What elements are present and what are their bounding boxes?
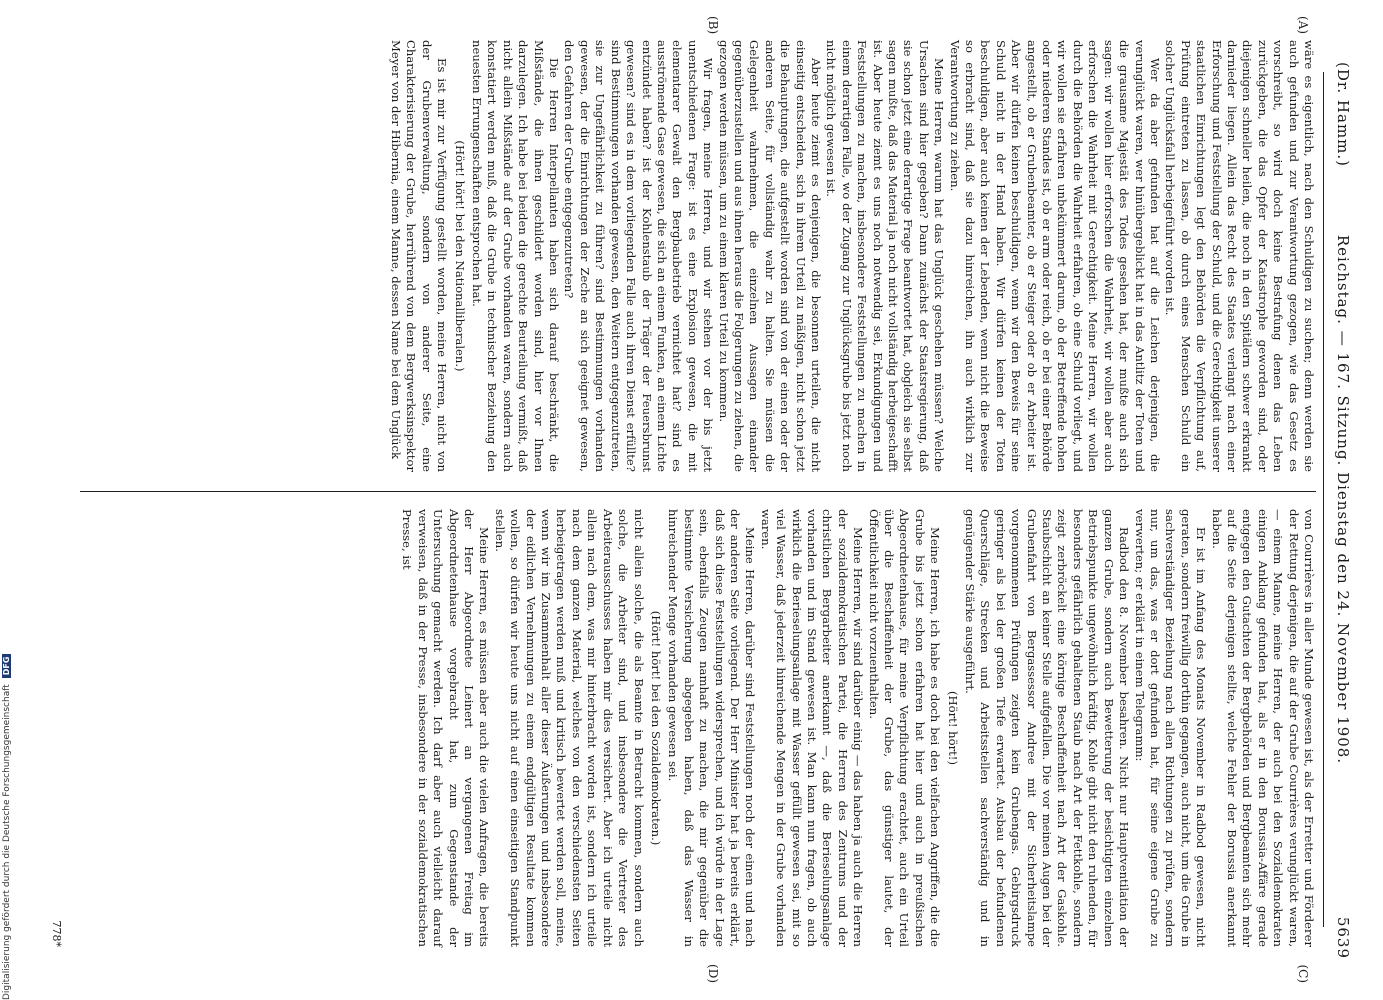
- paragraph: von Courrières in aller Munde gewesen ist, als der Erretter und Förderer der Rettung derjenigen, die auf der Grube Courrières verunglückt waren, — einem Manne, meine Herren, der auch bei den Sozialdemokraten einigen Anklang gefunden hat, als er in den Borussia-Affäre gerade entgegen den Gutachten der Bergbehörden und Bergbeamten sich mehr auf die Seite derjenigen stellte, welche Fehler der Borussia anerkannt haben.: [1209, 509, 1316, 947]
- newspaper-page: [40, 12, 1360, 987]
- paragraph: Meine Herren, ich habe es doch bei den vielfachen Angriffen, die die Grube bis jetzt schon erfahren hat hier und auch in preußischen Abgeordnetenhause, für meine Verpflichtung erachtet, auch ein Urteil über die Beschaffenheit der Grube, das günstiger lautet, der Öffentlichkeit nicht vorzuenthalten.: [866, 509, 943, 947]
- paragraph: Es ist mir zur Verfügung gestellt worden, meine Herren, nicht von der Grubenverwaltung, sondern von anderer Seite, eine Charakterisierung der Grube, herrührend von dem Bergwerksinspektor Meyer von der Hibernia, einem Manne, dessen Name bei dem Unglück: [389, 40, 450, 472]
- paragraph: nicht allein solche, die als Beamte in Betracht kommen, sondern auch solche, die Arbeiter sind, und insbesondere die Vertreter des Arbeiterausschusses haben mir dies versichert. Aber ich urteile nicht allein nach dem, was mir hinterbracht worden ist, sondern ich urteile nach dem ganzen Material, welches von den verschiedensten Seiten herbeigetragen werden muß und kritisch bewertet werden soll, meine, wenn wir im Zusammenhalt aller dieser Äußerungen und insbesondere der eidlichen Vernehmungen zu einem endgültigen Resultate kommen wollen, so dürfen wir heute uns nicht auf einen einseitigen Standpunkt stellen.: [492, 509, 646, 947]
- digitization-credit: [2, 620, 16, 1000]
- margin-mark-c: (C): [1296, 964, 1310, 983]
- interjection: (Hört! hört! bei den Nationalliberalen.): [452, 140, 467, 372]
- interjection: (Hört! hört! bei den Sozialdemokraten.): [648, 610, 663, 846]
- paragraph: Wir fragen, meine Herren, und wir stehen vor der bis jetzt unentschiedenen Frage: ist es eine Explosion gewesen, die mit elementarer Gewalt den Bergbaubetrieb vernichtet hat? sind es ausströmende Gase gewesen, die sich an einem Funken, an einem Lichte entzündet haben? ist der Kohlenstaub der Träger der Feuersbrunst gewesen? sind es in dem vorliegenden Falle auch ihren Dienst erfüllte? sind Bestimmungen vorhanden gewesen, den Weitern entgegenzutreten, sie zur Ungefährlichkeit zu führen? sind Bestimmungen vorhanden gewesen, der die Einrichtungen der Zeche an sich geeignet gewesen, den Gefahren der Grube entgegenzutreten?: [562, 40, 716, 472]
- paragraph: Wer da aber gefunden hat auf die Leichen derjenigen, die verunglückt waren, wer hinübergeblickt hat in das Antlitz der Toten und die grausame Majestät des Todes gesehen hat, der mußte auch sich sagen: wir wollen hier erforschen die Wahrheit, wir wollen aber auch erforschen die Wahrheit mit Gerechtigkeit. Meine Herren, wir wollen durch die Behörden die Wahrheit erfahren, ob eine Schuld vorliegt, und wir wollen sie erfahren unbekümmert darum, ob der Betreffende hohen oder niederen Standes ist, ob er arm oder reich, ob er bei einer Behörde angestellt, ob er Grubenbeamter, ob er Steiger oder ob er Arbeiter ist. Aber wir dürfen keinen beschuldigen, wenn wir den Beweis für seine Schuld nicht in der Hand haben. Wir dürfen keinen der Toten beschuldigen, aber auch keinen der Lebenden, wenn nicht die Beweise so erbracht sind, daß sie dazu hinreichen, ihn auch wirklich zur Verantwortung zu ziehen.: [947, 40, 1162, 472]
- margin-mark-a: (A): [1296, 16, 1310, 35]
- paragraph: Meine Herren, darüber sind Feststellungen noch der einen und nach der anderen Seite vorliegend. Der Herr Minister hat ja bereits erklärt, daß sich diese Feststellungen widersprechen, und ich würde in der Lage sein, ebenfalls Zeugen namhaft zu machen, die mir gegenüber die bestimmte Versicherung abgegeben haben, daß das Wasser in hinreichender Menge vorhanden gewesen sei.: [666, 509, 758, 947]
- paragraph: wäre es eigentlich, nach den Schuldigen zu suchen; denn werden sie auch gefunden und zur Verantwortung gezogen, wie das Gesetz es vorschreibt, so wird doch keine Bestrafung denen das Leben zurückgeben, die das Opfer der Katastrophe geworden sind, oder diejenigen schneller heilen, die noch in den Spitälern schwer erkrankt darnieder liegen. Allein das Recht des Staates verlangt nach einer Erforschung und Feststellung der Schuld, und die Gerechtigkeit unserer staatlichen Einrichtungen legt den Behörden die Verpflichtung auf, Prüfung eintreten zu lassen, ob durch eines Menschen Schuld ein solcher Unglücksfall herbeigeführt worden ist.: [1163, 40, 1316, 472]
- credit-text: Digitalisierung gefördert durch die Deutsche Forschungsgemeinschaft: [2, 684, 12, 1000]
- margin-mark-b: (B): [706, 16, 720, 35]
- dfg-logo: DFG: [2, 654, 11, 679]
- left-column: [80, 40, 1316, 472]
- header-rule: [1323, 72, 1324, 927]
- paragraph: Meine Herren, warum hat das Unglück geschehen müssen? Welche Ursachen sind hier gegeben? Dann zunächst der Staatsregierung, daß sie schon jetzt eine derartige Frage beantwortet hat, obgleich sie selbst sagen mußte, daß das Material ja noch nicht vollständig herbeigeschafft ist. Aber heute ziemt es uns noch notwendig sei, Erkundigungen und Feststellungen zu machen, insbesondere Feststellungen zu machen in einem derartigen Falle, wo der Zugang zur Unglücksgrube bis jetzt noch nicht möglich gewesen ist.: [824, 40, 947, 472]
- paragraph: Aber heute ziemt es denjenigen, die besonnen urteilen, die nicht einseitig entscheiden, sich in ihrem Urteil zu mäßigen, nicht schon jetzt die Behauptungen, die aufgestellt worden sind von der einen oder der anderen Seite, für vollständig wahr zu halten. Sie müssen die Gelegenheit wahrnehmen, die einzelnen Aussagen einander gegenüberzustellen und aus ihnen heraus die Folgerungen zu ziehen, die gezogen werden müssen, um zu einem klaren Urteil zu kommen.: [716, 40, 823, 472]
- interjection: (Hört! hört!): [945, 691, 960, 765]
- paragraph: Die Herren Interpellanten haben sich darauf beschränkt, die Mißstände, die ihnen geschildert worden sind, hier vor Ihnen darzulegen. Ich habe bei beiden die gerechte Beurteilung vermißt, daß nicht allein Mißstände auf der Grube vorhanden waren, sondern auch konstatiert werden muß, daß die Grube in technischer Beziehung den neuesten Errungenschaften entsprochen hat.: [470, 40, 562, 472]
- page-title: Reichstag. — 167. Sitzung. Dienstag den 24. November 1908.: [1334, 234, 1352, 765]
- footer-number: 778*: [50, 920, 63, 947]
- paragraph: Meine Herren, wir sind darüber einig — das haben ja auch die Herren der sozialdemokratischen Partei, die Herren des Zentrums und der christlichen Bergarbeiter anerkannt —, daß die Berieselungsanlage vorhanden und im Stand gewesen ist. Man kann nun fragen, ob auch wirklich die Berieselungsanlage mit Wasser gefüllt gewesen sei, mit so viel Wasser, daß jederzeit hinreichende Mengen in der Grube vorhanden waren.: [758, 509, 866, 947]
- speaker-label: (Dr. Hamm.): [1334, 62, 1352, 168]
- paragraph: Er ist im Anfang des Monats November in Radbod gewesen, nicht geraten, sondern freiwillig dorthin gegangen, auch nicht, um die Grube in sachverständiger Beziehung nach allen Richtungen zu prüfen, sondern nur, um das, was er dort gefunden hat, für seine eigene Grube zu verwerten; er erklärt in einem Telegramm:: [1132, 509, 1209, 947]
- right-column: [80, 509, 1316, 947]
- page-number: 5639: [1334, 916, 1352, 959]
- column-divider: [80, 491, 1316, 492]
- margin-mark-d: (D): [706, 964, 720, 983]
- page-header: [1322, 32, 1352, 967]
- paragraph: Meine Herren, es müssen aber auch die vielen Anfragen, die bereits der Herr Abgeordnete Leinert an vergangenen Freitag im Abgeordnetenhause vorgebracht hat, zum Gegenstande der Untersuchung gemacht werden. Ich darf aber auch vielleicht darauf verweisen, daß in der Presse, insbesondere in der sozialdemokratischen Presse, ist: [400, 509, 492, 947]
- telegram-quote: Radbod den 8. November besahren. Nicht nur Hauptventilation der ganzen Grube, sondern auch Bewetterung der besichtigten einzelnen Betriebspunkte ungewöhnlich kräftig. Kohle gibt nicht den ruhenden, für besonders gefährlich gehaltenen Staub nach Art der Fettkohle, sondern zeigt zerbröckelt eine körnige Beschaffenheit nach Art der Gaskohle. Staubschicht an keiner Stelle aufgefallen. Die vor meinen Augen bei der Grubenfahrt von Bergassessor Andree mit der Sicherheitslampe vorgenommenen Prüfungen zeigten kein Grubengas. Gebirgsdruck geringer als bei der großen Tiefe erwartet. Ausbau der befundenen Querschläge, Strecken und Arbeitsstellen sachverständig und in genügender Stärke ausgeführt.: [963, 509, 1132, 947]
